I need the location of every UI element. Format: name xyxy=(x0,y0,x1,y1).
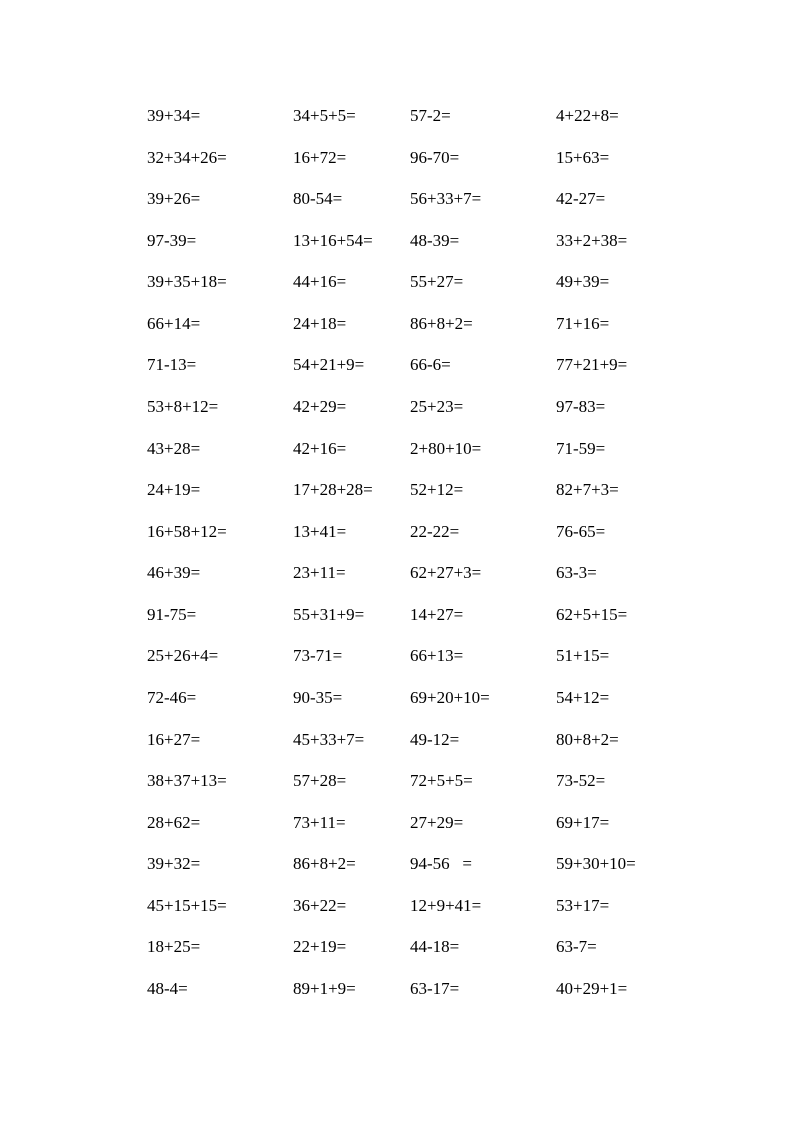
math-problem: 18+25= xyxy=(147,937,201,957)
math-problem: 48-39= xyxy=(410,230,460,250)
math-problem: 45+33+7= xyxy=(293,729,365,749)
math-problem: 39+35+18= xyxy=(147,272,227,292)
math-problem: 42+29= xyxy=(293,397,347,416)
math-problem: 90-35= xyxy=(293,688,343,707)
math-problem: 72+5+5= xyxy=(410,771,473,791)
math-problem: 54+12= xyxy=(556,688,610,707)
math-problem: 46+39= xyxy=(147,563,201,583)
math-problem: 73-52= xyxy=(556,771,606,791)
math-problem: 27+29= xyxy=(410,812,464,832)
math-problem: 69+17= xyxy=(556,812,610,832)
math-problem: 86+8+2= xyxy=(410,313,473,333)
math-problem: 59+30+10= xyxy=(556,854,636,874)
math-problem: 44+16= xyxy=(293,272,347,292)
math-problem: 4+22+8= xyxy=(556,106,619,125)
math-problem: 22+19= xyxy=(293,937,347,957)
math-problem: 42-27= xyxy=(556,189,606,209)
math-problem: 71-59= xyxy=(556,438,606,458)
math-problem: 63-3= xyxy=(556,563,597,583)
math-problem: 12+9+41= xyxy=(410,895,482,915)
math-problem: 57-2= xyxy=(410,106,451,125)
math-problem: 82+7+3= xyxy=(556,480,619,500)
math-problem: 52+12= xyxy=(410,480,464,500)
math-problem: 13+41= xyxy=(293,521,347,541)
math-problem: 45+15+15= xyxy=(147,895,227,915)
math-problem: 40+29+1= xyxy=(556,979,628,998)
math-problem: 66+13= xyxy=(410,646,464,666)
math-problem: 86+8+2= xyxy=(293,854,356,874)
math-problem: 51+15= xyxy=(556,646,610,666)
math-problem: 57+28= xyxy=(293,771,347,791)
math-problem: 54+21+9= xyxy=(293,355,365,375)
math-problem: 55+31+9= xyxy=(293,604,365,624)
math-problem: 2+80+10= xyxy=(410,438,482,458)
math-problem: 71-13= xyxy=(147,355,197,375)
math-problem: 77+21+9= xyxy=(556,355,628,375)
math-problem: 80+8+2= xyxy=(556,729,619,749)
math-problem: 15+63= xyxy=(556,147,610,167)
math-problem: 24+19= xyxy=(147,480,201,500)
math-problem: 39+26= xyxy=(147,189,201,209)
math-problem: 14+27= xyxy=(410,604,464,624)
math-problem: 80-54= xyxy=(293,189,343,209)
math-problem: 53+8+12= xyxy=(147,397,219,416)
math-problem: 91-75= xyxy=(147,604,197,624)
math-problem: 25+26+4= xyxy=(147,646,219,666)
math-problem: 76-65= xyxy=(556,521,606,541)
math-problem: 43+28= xyxy=(147,438,201,458)
math-problem: 49-12= xyxy=(410,729,460,749)
math-problem: 97-83= xyxy=(556,397,606,416)
math-problem: 72-46= xyxy=(147,688,197,707)
math-problem: 24+18= xyxy=(293,313,347,333)
math-problem: 62+27+3= xyxy=(410,563,482,583)
math-problem: 71+16= xyxy=(556,313,610,333)
math-problem: 63-17= xyxy=(410,979,460,998)
math-problem: 94-56 = xyxy=(410,854,472,874)
math-problem: 22-22= xyxy=(410,521,460,541)
math-problem: 73+11= xyxy=(293,812,346,832)
math-problem: 17+28+28= xyxy=(293,480,373,500)
math-problem: 33+2+38= xyxy=(556,230,628,250)
math-problem: 53+17= xyxy=(556,895,610,915)
math-problem: 62+5+15= xyxy=(556,604,628,624)
math-problem: 16+58+12= xyxy=(147,521,227,541)
math-problem: 97-39= xyxy=(147,230,197,250)
math-problem: 63-7= xyxy=(556,937,597,957)
math-problem: 66+14= xyxy=(147,313,201,333)
math-problem: 34+5+5= xyxy=(293,106,356,125)
math-problem: 39+34= xyxy=(147,106,201,125)
math-problem: 42+16= xyxy=(293,438,347,458)
math-problem: 96-70= xyxy=(410,147,460,167)
math-problem: 25+23= xyxy=(410,397,464,416)
math-problem: 44-18= xyxy=(410,937,460,957)
math-problem: 16+27= xyxy=(147,729,201,749)
math-problem: 55+27= xyxy=(410,272,464,292)
math-problem: 16+72= xyxy=(293,147,347,167)
math-problem: 32+34+26= xyxy=(147,147,227,167)
math-problem: 13+16+54= xyxy=(293,230,373,250)
math-problem: 38+37+13= xyxy=(147,771,227,791)
math-problem: 49+39= xyxy=(556,272,610,292)
math-problem: 73-71= xyxy=(293,646,343,666)
math-problem: 48-4= xyxy=(147,979,188,998)
math-problem: 56+33+7= xyxy=(410,189,482,209)
math-problem: 66-6= xyxy=(410,355,451,375)
math-problem: 28+62= xyxy=(147,812,201,832)
math-problem: 23+11= xyxy=(293,563,346,583)
math-problem: 36+22= xyxy=(293,895,347,915)
math-problem: 69+20+10= xyxy=(410,688,490,707)
math-problem: 89+1+9= xyxy=(293,979,356,998)
math-problem: 39+32= xyxy=(147,854,201,874)
